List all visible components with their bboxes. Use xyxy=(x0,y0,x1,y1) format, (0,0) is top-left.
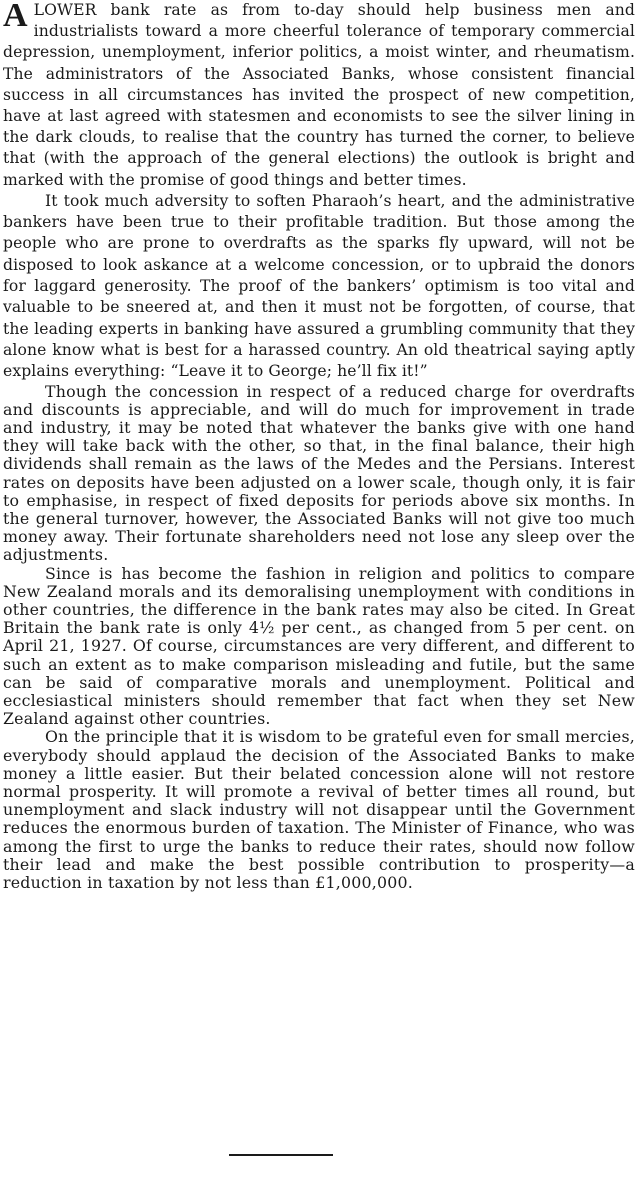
article-paragraph-3: Though the concession in respect of a reduced charge for overdrafts and discounts is appreciable, and will do much for improvement in trade and industry, it may be noted that whatever the banks give with one hand they will take back with the other, so that, in the final balance, their high dividends shall remain as the laws of the Medes and the Persians. Interest rates on deposits have been adjusted on a lower scale, though only, it is fair to emphasise, in respect of fixed deposits for periods above six months. In the general turnover, however, the Associated Banks will not give too much money away. Their fortunate shareholders need not lose any sleep over the adjustments. xyxy=(3,381,635,565)
paragraph-1-text: LOWER bank rate as from to-day should help business men and industrialists toward a more cheerful tolerance of temporary commercial depression, unemployment, inferior politics, a moist winter, and rheumatism. The administrators of the Associated Banks, whose consistent financial success in all circumstances has invited the prospect of new competition, have at last agreed with statesmen and economists to see the silver lining in the dark clouds, to realise that the country has turned the corner, to believe that (with the approach of the general elections) the outlook is bright and marked with the promise of good things and better times. xyxy=(3,1,635,189)
newspaper-article xyxy=(3,0,635,892)
article-paragraph-4: Since is has become the fashion in religion and politics to compare New Zealand morals and its demoralising unemployment with conditions in other countries, the difference in the bank rates may also be cited. In Great Britain the bank rate is only 4½ per cent., as changed from 5 per cent. on April 21, 1927. Of course, circumstances are very different, and different to such an extent as to make comparison misleading and futile, but the same can be said of comparative morals and unemployment. Political and ecclesiastical ministers should remember that fact when they set New Zealand against other countries. xyxy=(3,563,635,729)
article-paragraph-2: It took much adversity to soften Pharaoh’s heart, and the administrative bankers have been true to their profitable tradition. But those among the people who are prone to overdrafts as the sparks fly upward, will not be disposed to look askance at a welcome concession, or to upbraid the donors for laggard generosity. The proof of the bankers’ optimism is too vital and valuable to be sneered at, and then it must not be forgotten, of course, that the leading experts in banking have assured a grumbling community that they alone know what is best for a harassed country. An old theatrical saying aptly explains everything: “Leave it to George; he’ll fix it!” xyxy=(3,191,635,381)
article-paragraph-5: On the principle that it is wisdom to be grateful even for small mercies, everybody should applaud the decision of the Associated Banks to make money a little easier. But their belated concession alone will not restore normal prosperity. It will promote a revival of better times all round, but unemployment and slack industry will not disappear until the Government reduces the enormous burden of taxation. The Minister of Finance, who was among the first to urge the banks to reduce their rates, should now follow their lead and make the best possible contribution to prosperity—a reduction in taxation by not less than £1,000,000. xyxy=(3,727,635,892)
drop-cap-letter: A xyxy=(3,0,28,34)
article-paragraph-1 xyxy=(3,0,635,191)
closing-rule-divider xyxy=(229,1154,333,1156)
